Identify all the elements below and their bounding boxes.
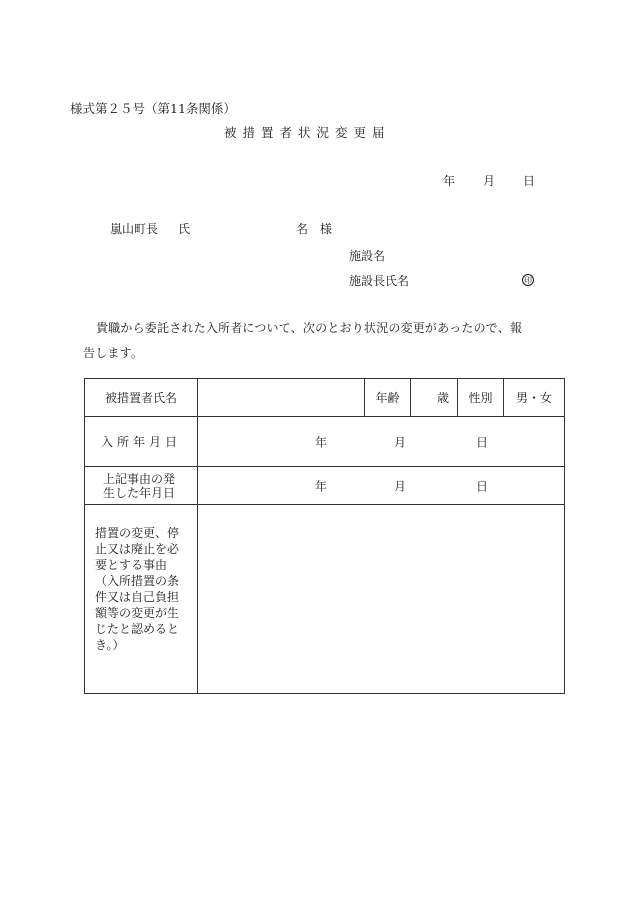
occurrence-date-cell[interactable]	[198, 467, 565, 505]
occurrence-label-cell	[85, 467, 198, 505]
reason-line: 要とする事由	[95, 558, 168, 572]
date-year-label: 年	[443, 174, 456, 188]
reason-line: 額等の変更が生	[95, 606, 180, 620]
occurrence-month: 月	[394, 479, 407, 493]
occurrence-year: 年	[315, 479, 328, 493]
admission-year: 年	[315, 435, 328, 449]
table-row-occurrence	[85, 467, 565, 505]
admission-day: 日	[476, 435, 489, 449]
seal-icon: 印	[524, 276, 532, 285]
name-value-cell[interactable]	[198, 379, 365, 417]
admission-month: 月	[394, 435, 407, 449]
reason-line: じたと認めると	[95, 622, 180, 636]
name-label-cell: 被措置者氏名	[85, 379, 198, 417]
reason-value-cell[interactable]	[198, 505, 565, 694]
date-month-label: 月	[483, 174, 496, 188]
form-title: 被措置者状況変更届	[224, 125, 391, 140]
admission-label-cell: 入所年月日	[85, 417, 198, 467]
sex-label-cell: 性別	[458, 379, 504, 417]
addressee-honorific: 氏	[178, 222, 191, 236]
admission-date-cell[interactable]	[198, 417, 565, 467]
body-text-line-1: 貴職から委託された入所者について、次のとおり状況の変更があったので、報	[96, 321, 523, 335]
table-row-name	[85, 379, 565, 417]
occurrence-day: 日	[476, 479, 489, 493]
facility-name-label: 施設名	[349, 249, 386, 263]
facility-director-label: 施設長氏名	[349, 274, 410, 288]
status-change-table	[84, 378, 565, 694]
table-row-admission	[85, 417, 565, 467]
reason-line: き。）	[95, 638, 125, 652]
date-day-label: 日	[523, 174, 536, 188]
addressee-sama-char: 様	[320, 222, 333, 236]
sex-value-cell[interactable]: 男・女	[504, 379, 565, 417]
reason-label-cell	[85, 505, 198, 694]
body-text-line-2: 告します。	[83, 346, 144, 360]
age-value-cell[interactable]: 歳	[411, 379, 458, 417]
reason-line: 件又は自己負担	[95, 590, 180, 604]
table-row-reason	[85, 505, 565, 694]
reason-line: 措置の変更、停	[95, 526, 180, 540]
addressee-name-char: 名	[296, 222, 309, 236]
age-label-cell: 年齢	[365, 379, 411, 417]
occurrence-label-line-1: 上記事由の発	[103, 471, 176, 486]
form-number: 様式第２５号（第11条関係）	[70, 101, 236, 116]
reason-line: （入所措置の条	[95, 574, 180, 588]
addressee-sama	[296, 223, 332, 235]
reason-line: 止又は廃止を必	[95, 542, 180, 556]
addressee-name: 嵐山町長	[110, 222, 159, 236]
occurrence-label-line-2: 生した年月日	[103, 485, 176, 500]
